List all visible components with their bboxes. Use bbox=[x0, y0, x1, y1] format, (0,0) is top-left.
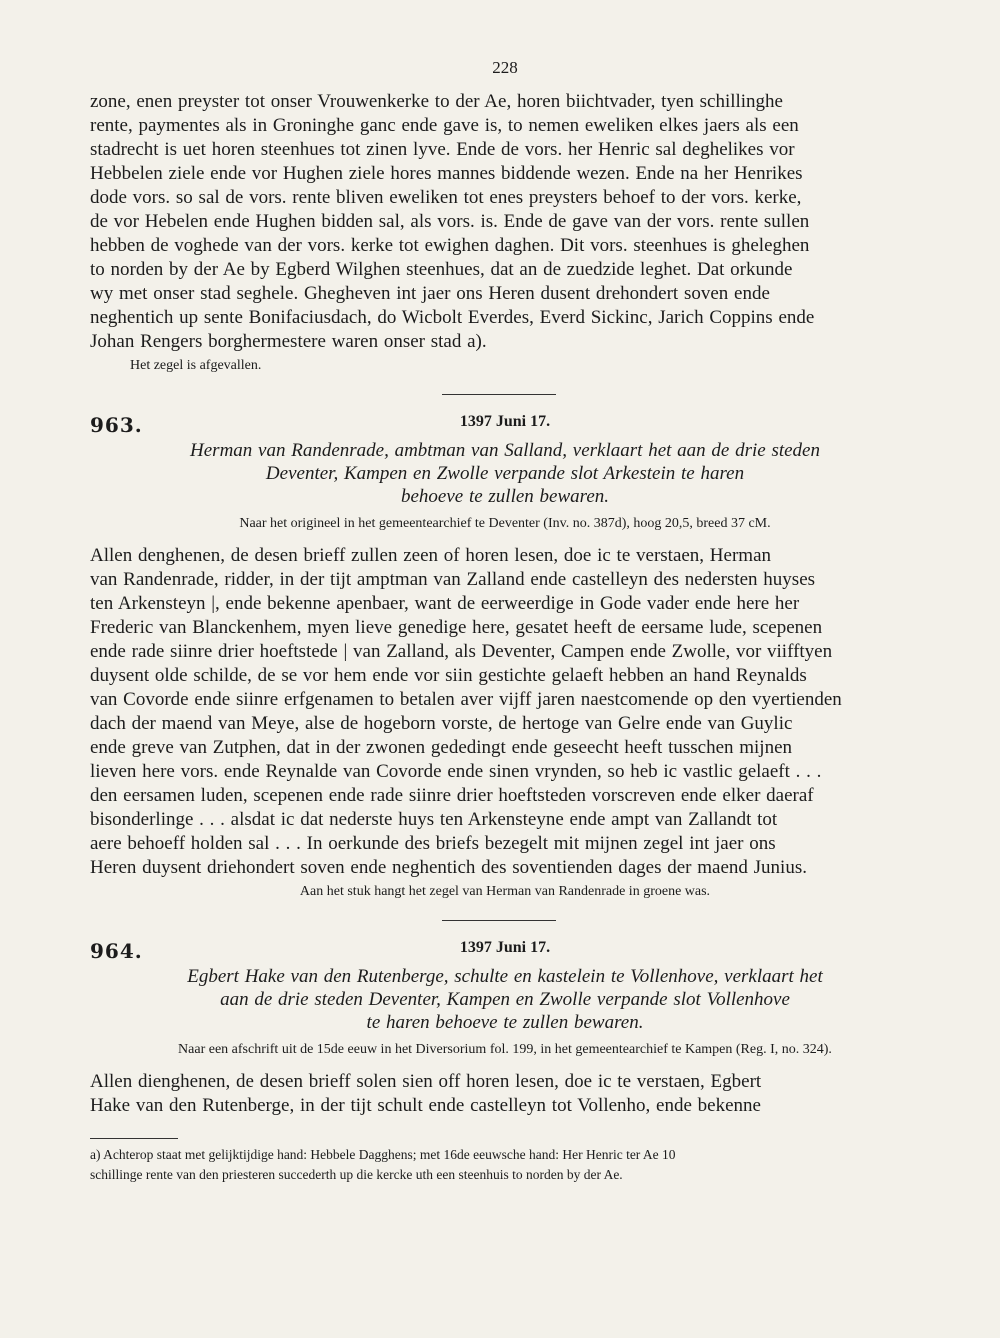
entry-source: Naar een afschrift uit de 15de eeuw in het Diversorium fol. 199, in het gemeentearchief te Kampen (Reg. I, no. 324). bbox=[178, 1042, 832, 1057]
entry-header bbox=[90, 935, 920, 965]
summary-line: Deventer, Kampen en Zwolle verpande slot Arkestein te haren bbox=[265, 463, 745, 484]
text-line: neghentich up sente Bonifaciusdach, do Wicbolt Everdes, Everd Sickinc, Jarich Coppins ende bbox=[90, 307, 815, 328]
text-line: den eersamen luden, scepenen ende rade siinre drier hoeftsteden vorscreven ende elker daeraf bbox=[90, 785, 814, 806]
text-line: dach der maend van Meye, alse de hogeborn vorste, de hertoge van Gelre ende van Guylic bbox=[90, 713, 793, 734]
section-divider bbox=[442, 920, 556, 921]
footnote-divider bbox=[90, 1138, 178, 1139]
text-line: de vor Hebelen ende Hughen bidden sal, als vors. is. Ende de gave van der vors. rente sullen bbox=[90, 211, 810, 232]
text-line: van Covorde ende siinre erfgenamen to betalen aver vijff jaren naestcomende op den vyertienden bbox=[90, 689, 842, 710]
text-line: Heren duysent driehondert soven ende neghentich des soventienden dages der maend Junius. bbox=[90, 857, 807, 878]
text-line: zone, enen preyster tot onser Vrouwenkerke to der Ae, horen biichtvader, tyen schillinghe bbox=[90, 91, 783, 112]
summary-line: te haren behoeve te zullen bewaren. bbox=[366, 1012, 644, 1033]
seal-note: Het zegel is afgevallen. bbox=[130, 358, 262, 373]
summary-line: aan de drie steden Deventer, Kampen en Zwolle verpande slot Vollenhove bbox=[220, 989, 790, 1010]
text-line: dode vors. so sal de vors. rente bliven eweliken tot enes preysters behoef to der vors. kerke, bbox=[90, 187, 802, 208]
text-line: lieven here vors. ende Reynalde van Covorde ende sinen vrynden, so heb ic vastlic gelaeft . . . bbox=[90, 761, 822, 782]
text-line: Allen dienghenen, de desen brieff solen sien off horen lesen, doe ic te verstaen, Egbert bbox=[90, 1071, 762, 1092]
text-line: Hebbelen ziele ende vor Hughen ziele hores mannes biddende wezen. Ende na her Henrikes bbox=[90, 163, 803, 184]
text-line: ten Arkensteyn |, ende bekenne apenbaer, want de eerweerdige in Gode vader ende here her bbox=[90, 593, 800, 614]
text-line: van Randenrade, ridder, in der tijt amptman van Zalland ende castelleyn des nedersten huyses bbox=[90, 569, 816, 590]
text-line: ende greve van Zutphen, dat in der zwonen gededingt ende geseecht heeft tusschen mijnen bbox=[90, 737, 793, 758]
text-line: duysent olde schilde, de se vor hem ende vor siin gestichte gelaeft hebben an hand Reynalds bbox=[90, 665, 807, 686]
continuation-text bbox=[90, 90, 920, 354]
entry-text bbox=[90, 1070, 920, 1118]
footnote-line: a) Achterop staat met gelijktijdige hand: Hebbele Dagghens; met 16de eeuwsche hand: Her Henric ter Ae 10 bbox=[90, 1147, 676, 1162]
text-line: to norden by der Ae by Egberd Wilghen steenhues, dat an de zuedzide leghet. Dat orkunde bbox=[90, 259, 793, 280]
entry-header bbox=[90, 409, 920, 439]
entry-date: 1397 Juni 17. bbox=[459, 939, 551, 956]
text-line: hebben de voghede van der vors. kerke tot ewighen daghen. Dit vors. steenhues is gheleghen bbox=[90, 235, 810, 256]
document-page bbox=[90, 58, 920, 1185]
summary-line: Herman van Randenrade, ambtman van Salland, verklaart het aan de drie steden bbox=[190, 440, 820, 461]
text-line: rente, paymentes als in Groninghe ganc ende gave is, to nemen eweliken elkes jaers als een bbox=[90, 115, 799, 136]
entry-summary bbox=[130, 439, 880, 508]
text-line: Hake van den Rutenberge, in der tijt schult ende castelleyn tot Vollenho, ende bekenne bbox=[90, 1095, 761, 1116]
page-number: 228 bbox=[492, 58, 518, 77]
text-line: stadrecht is uet horen steenhues tot zinen lyve. Ende de vors. her Henric sal deghelikes vor bbox=[90, 139, 795, 160]
text-line: wy met onser stad seghele. Ghegheven int jaer ons Heren dusent drehondert soven ende bbox=[90, 283, 770, 304]
footnote-line: schillinge rente van den priesteren succederth up die kercke uth een steenhuis to norden by der Ae. bbox=[90, 1167, 623, 1182]
text-line: bisonderlinge . . . alsdat ic dat nederste huys ten Arkensteyne ende ampt van Zallandt tot bbox=[90, 809, 778, 830]
seal-note: Aan het stuk hangt het zegel van Herman van Randenrade in groene was. bbox=[299, 884, 711, 899]
text-line: Allen denghenen, de desen brieff zullen zeen of horen lesen, doe ic te verstaen, Herman bbox=[90, 545, 772, 566]
entry-date: 1397 Juni 17. bbox=[459, 413, 551, 430]
entry-number: 964. bbox=[90, 939, 143, 963]
text-line: Frederic van Blanckenhem, myen lieve genedige here, gesatet heeft de eersame lude, scepenen bbox=[90, 617, 823, 638]
summary-line: Egbert Hake van den Rutenberge, schulte en kastelein te Vollenhove, verklaart het bbox=[187, 966, 823, 987]
entry-text bbox=[90, 544, 920, 880]
entry-source: Naar het origineel in het gemeentearchief te Deventer (Inv. no. 387d), hoog 20,5, breed 37 cM. bbox=[239, 516, 771, 531]
text-line: Johan Rengers borghermestere waren onser stad a). bbox=[90, 331, 487, 352]
text-line: aere behoeff holden sal . . . In oerkunde des briefs bezegelt mit mijnen zegel int jaer ons bbox=[90, 833, 776, 854]
section-divider bbox=[442, 394, 556, 395]
text-line: ende rade siinre drier hoeftstede | van Zalland, als Deventer, Campen ende Zwolle, vor viifftyen bbox=[90, 641, 833, 662]
entry-summary bbox=[130, 965, 880, 1034]
footnote bbox=[90, 1145, 920, 1185]
entry-number: 963. bbox=[90, 413, 143, 437]
summary-line: behoeve te zullen bewaren. bbox=[400, 486, 610, 507]
